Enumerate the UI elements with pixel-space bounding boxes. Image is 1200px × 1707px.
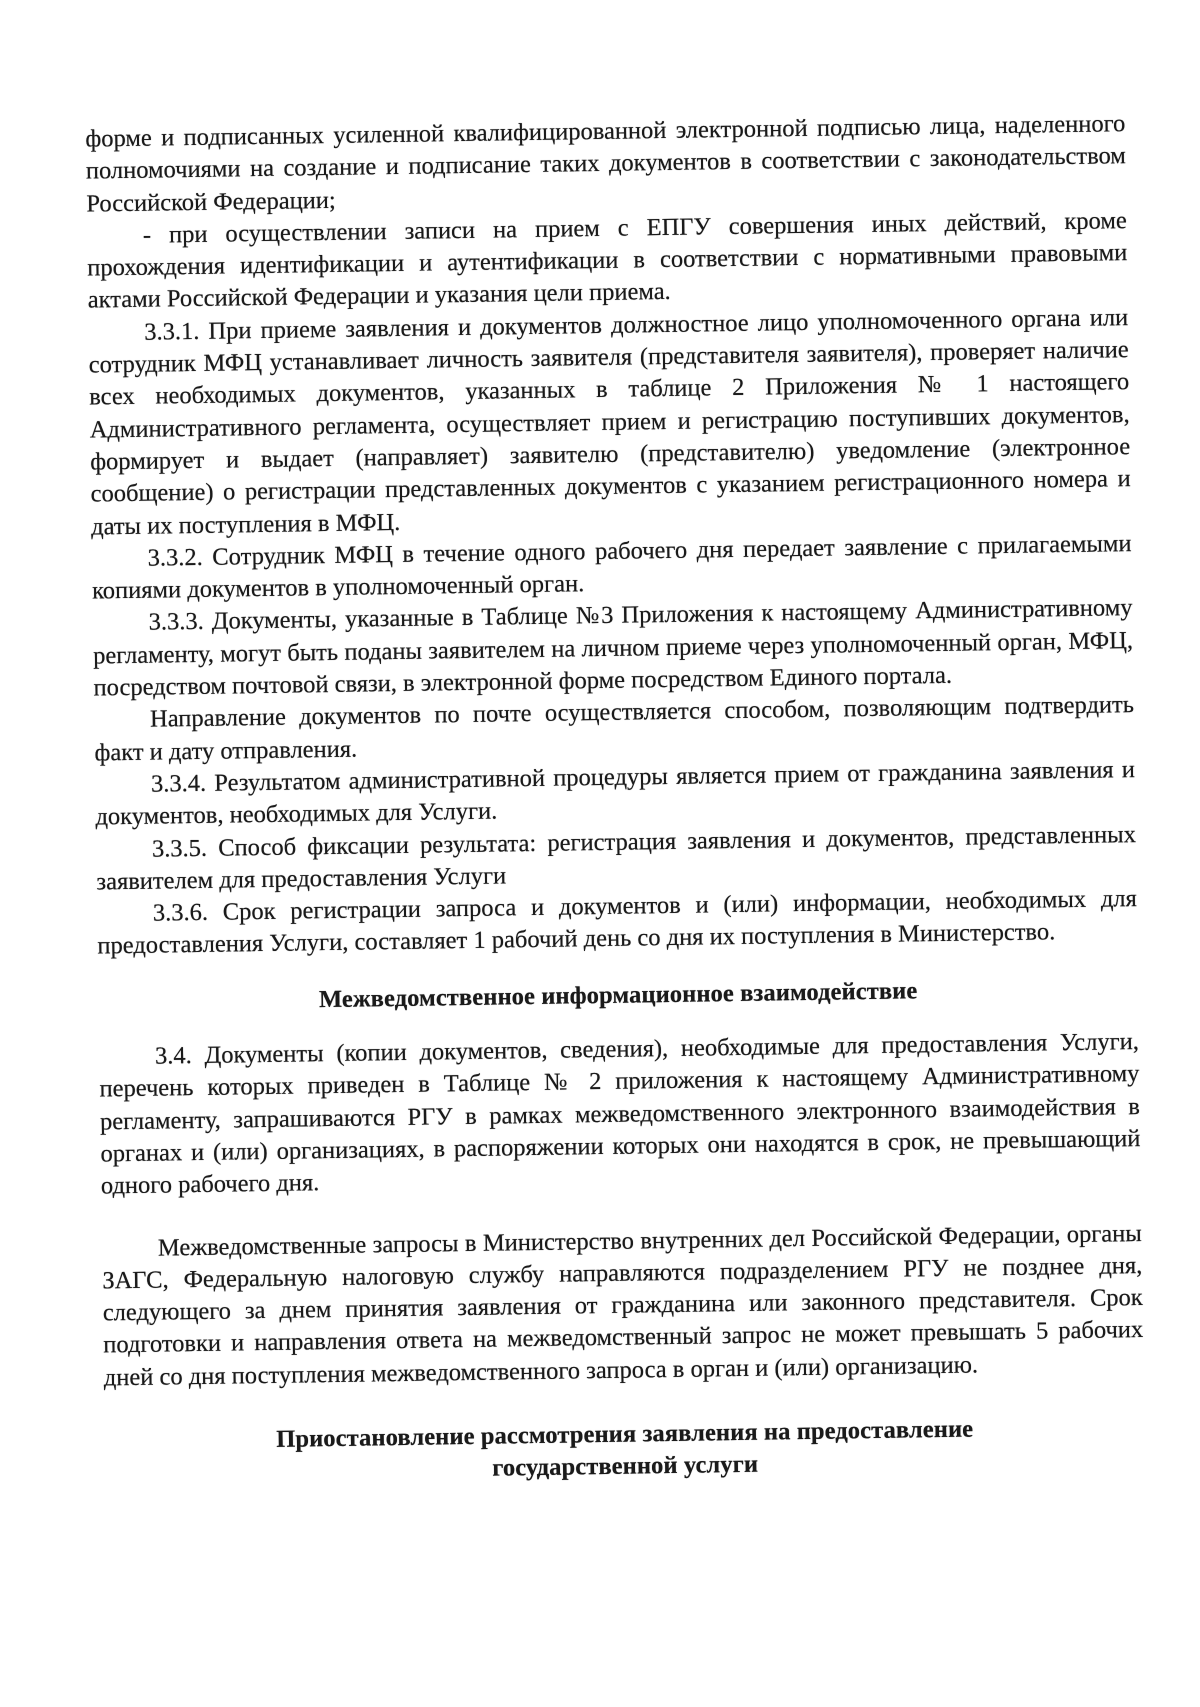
paragraph-3-3-6: 3.3.6. Срок регистрации запроса и документов и (или) информации, необходимых для предоставления Услуги, составляет 1 рабочий день со дня их поступления в Министерство. — [97, 885, 1137, 960]
section-heading-suspension — [105, 1411, 1146, 1491]
paragraph-3-3-5: 3.3.5. Способ фиксации результата: регистрация заявления и документов, представленных заявителем для предоставления Услуги — [96, 820, 1137, 896]
paragraph-3-3-3: 3.3.3. Документы, указанные в Таблице №3 Приложения к настоящему Административному регламенту, могут быть поданы заявителем на личном приеме через уполномоченный орган, МФЦ, посредством почтовой связи, в электронной форме посредством Единого портала. — [92, 594, 1134, 702]
document-body — [85, 108, 1145, 1491]
section-heading-interagency — [98, 972, 1138, 1020]
section-heading-interagency-text: Межведомственное информационное взаимодействие — [318, 977, 918, 1013]
paragraph-mail-delivery: Направление документов по почте осуществляется способом, позволяющим подтвердить факт и дату отправления. — [94, 691, 1135, 767]
paragraph-interagency-requests: Межведомственные запросы в Министерство внутренних дел Российской Федерации, органы ЗАГС, Федеральную налоговую службу направляются подразделением РГУ не позднее дня, следующего за днем принятия заявления от гражданина или законного представителя. Срок подготовки и направления ответа на межведомственный запрос не может превышать 5 рабочих дней со дня поступления межведомственного запроса в орган и (или) организацию. — [102, 1219, 1144, 1392]
paragraph-3-3-4: 3.3.4. Результатом административной процедуры является прием от гражданина заявления и документов, необходимых для Услуги. — [95, 755, 1136, 831]
paragraph-3-3-2: 3.3.2. Сотрудник МФЦ в течение одного рабочего дня передает заявление с прилагаемыми копиями документов в уполномоченный орган. — [91, 529, 1132, 605]
paragraph-continuation: форме и подписанных усиленной квалифицированной электронной подписью лица, наделенного полномочиями на создание и подписание таких документов в соответствии с законодательством Российской Федерации; — [85, 110, 1126, 218]
section-heading-suspension-line1: Приостановление рассмотрения заявления на предоставление — [276, 1415, 974, 1453]
paragraph-3-3-1: 3.3.1. При приеме заявления и документов должностное лицо уполномоченного органа или сотрудник МФЦ устанавливает личность заявителя (представителя заявителя), проверяет наличие всех необходимых документов, указанных в таблице 2 Приложения № 1 настоящего Административного регламента, осуществляет прием и регистрацию поступивших документов, формирует и выдает (направляет) заявителю (представителю) уведомление (электронное сообщение) о регистрации представленных документов с указанием регистрационного номера и даты их поступления в МФЦ. — [88, 303, 1131, 541]
section-heading-suspension-line2: государственной услуги — [492, 1451, 759, 1482]
paragraph-epgu-item: - при осуществлении записи на прием с ЕПГУ совершения иных действий, кроме прохождения идентификации и аутентификации в соответствии с нормативными правовыми актами Российской Федерации и указания цели приема. — [87, 207, 1128, 315]
paragraph-3-4: 3.4. Документы (копии документов, сведения), необходимые для предоставления Услуги, перечень которых приведен в Таблице № 2 приложения к настоящему Административному регламенту, запрашиваются РГУ в рамках межведомственного электронного взаимодействия в органах и (или) организациях, в распоряжении которых они находятся в срок, не превышающий одного рабочего дня. — [99, 1028, 1141, 1200]
